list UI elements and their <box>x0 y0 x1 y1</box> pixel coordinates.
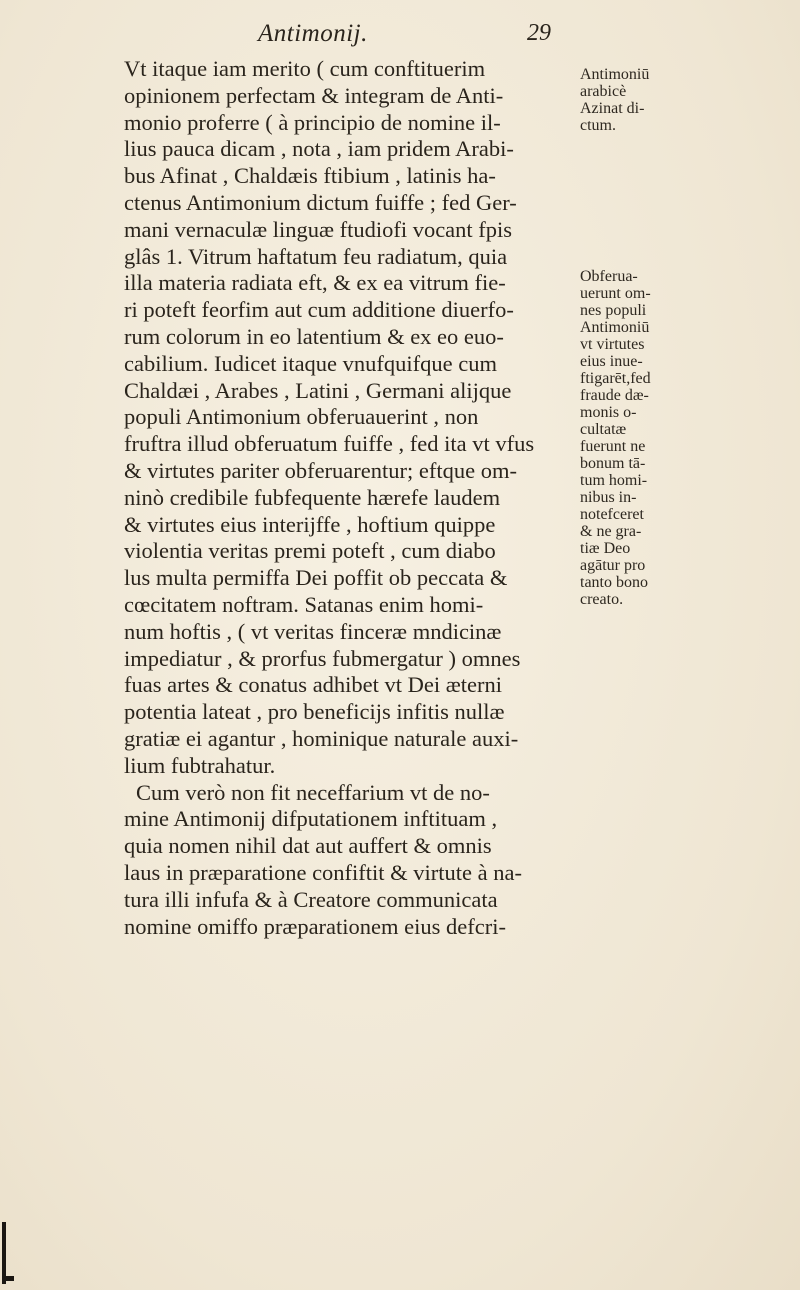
margin-note-line: tum homi- <box>580 472 648 489</box>
text-line: potentia lateat , pro beneficijs infitis nullæ <box>124 699 505 725</box>
margin-note-line: vt virtutes <box>580 336 645 353</box>
margin-note-line: Azinat di- <box>580 100 645 117</box>
text-line: monio proferre ( à principio de nomine il- <box>124 109 501 135</box>
text-line: fuas artes & conatus adhibet vt Dei æterni <box>124 672 503 698</box>
margin-note-line: Antimoniū <box>580 319 650 336</box>
text-line: & virtutes eius interijffe , hoftium quippe <box>124 511 496 537</box>
margin-note <box>580 268 651 608</box>
margin-note-line: monis o- <box>580 404 637 421</box>
text-line: violentia veritas premi poteft , cum diabo <box>124 538 496 564</box>
text-line: mani vernaculæ linguæ ftudiofi vocant fpis <box>124 216 513 242</box>
text-line: lius pauca dicam , nota , iam pridem Arabi- <box>124 136 514 162</box>
margin-note-line: creato. <box>580 591 624 608</box>
text-line: mine Antimonij difputationem inftituam , <box>124 806 498 832</box>
running-title: Antimonij. <box>258 20 368 47</box>
margin-note-line: agātur pro <box>580 557 646 574</box>
text-line: & virtutes pariter obferuarentur; eftque om- <box>124 457 517 483</box>
margin-note-line: & ne gra- <box>580 523 642 540</box>
margin-note-line: bonum tā- <box>580 455 646 472</box>
text-line: rum colorum in eo latentium & ex eo euo- <box>124 323 504 349</box>
page-number: 29 <box>527 20 551 46</box>
text-line: ctenus Antimonium dictum fuiffe ; fed Ger- <box>124 189 517 215</box>
margin-note-line: tiæ Deo <box>580 540 631 557</box>
text-line: num hoftis , ( vt veritas finceræ mndicinæ <box>124 618 502 644</box>
text-line: quia nomen nihil dat aut auffert & omnis <box>124 833 492 859</box>
text-line: populi Antimonium obferuauerint , non <box>124 404 479 430</box>
binding-mark <box>2 1222 14 1284</box>
margin-note-line: ftigarēt,fed <box>580 370 651 387</box>
text-line: Chaldæi , Arabes , Latini , Germani alijque <box>124 377 512 403</box>
text-line: tura illi infufa & à Creatore communicata <box>124 886 498 912</box>
margin-note-line: Obferua- <box>580 268 638 285</box>
running-head <box>0 16 800 52</box>
margin-note-line: cultatæ <box>580 421 627 438</box>
text-line: cœcitatem noftram. Satanas enim homi- <box>124 591 484 617</box>
text-line: illa materia radiata eft, & ex ea vitrum fie- <box>124 270 506 296</box>
margin-note-line: fuerunt ne <box>580 438 646 455</box>
text-line: lium fubtrahatur. <box>124 752 276 778</box>
margin-note-line: eius inue- <box>580 353 643 370</box>
text-line: glâs 1. Vitrum haftatum feu radiatum, quia <box>124 243 508 269</box>
text-line: nomine omiffo præparationem eius defcri- <box>124 913 506 939</box>
margin-note-line: ctum. <box>580 117 616 134</box>
main-text-block <box>124 56 604 940</box>
margin-note-line: nes populi <box>580 302 647 319</box>
text-line: ri poteft feorfim aut cum additione diuerfo- <box>124 297 514 323</box>
margin-note-line: nibus in- <box>580 489 637 506</box>
margin-note-line: Antimoniū <box>580 66 650 83</box>
text-line: Vt itaque iam merito ( cum conftituerim <box>124 56 486 81</box>
text-line: ninò credibile fubfequente hærefe laudem <box>124 484 501 510</box>
margin-note-line: arabicè <box>580 83 627 100</box>
text-line: impediatur , & prorfus fubmergatur ) omnes <box>124 645 521 671</box>
margin-note-line: notefceret <box>580 506 644 523</box>
margin-note-line: tanto bono <box>580 574 648 591</box>
margin-note <box>580 66 649 134</box>
text-line: bus Afinat , Chaldæis ftibium , latinis ha- <box>124 163 496 189</box>
text-line: cabilium. Iudicet itaque vnufquifque cum <box>124 350 498 376</box>
margin-note-line: uerunt om- <box>580 285 651 302</box>
text-line: Cum verò non fit neceffarium vt de no- <box>136 779 490 805</box>
text-line: gratiæ ei agantur , hominique naturale auxi- <box>124 725 519 751</box>
text-line: lus multa permiffa Dei poffit ob peccata & <box>124 565 508 591</box>
margin-note-line: fraude dæ- <box>580 387 649 404</box>
text-line: opinionem perfectam & integram de Anti- <box>124 82 504 108</box>
text-line: laus in præparatione confiftit & virtute à na- <box>124 859 523 885</box>
text-line: fruftra illud obferuatum fuiffe , fed ita vt vfus <box>124 431 535 457</box>
